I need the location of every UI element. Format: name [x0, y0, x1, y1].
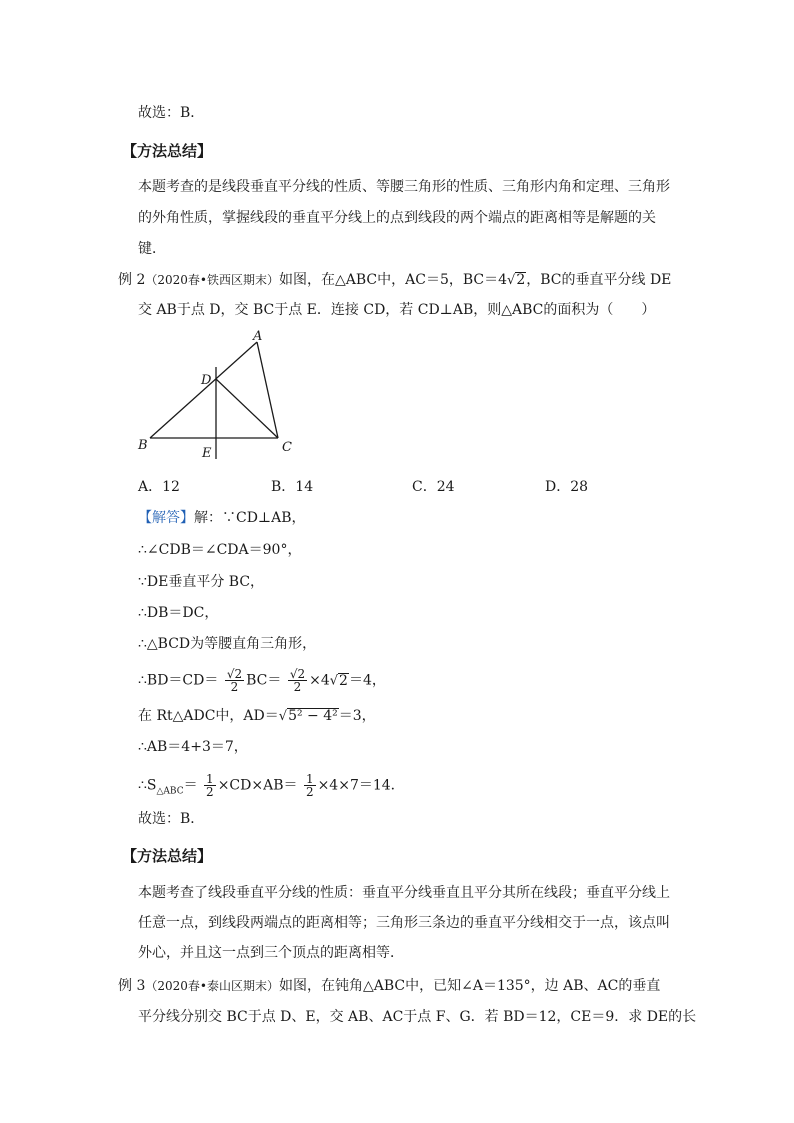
fraction-numerator: 1 [206, 772, 214, 786]
summary-line: 任意一点，到线段两端点的距离相等；三角形三条边的垂直平分线相交于一点，该点叫 [138, 915, 670, 931]
example-label: 例 3 [118, 978, 146, 994]
example-source: （2020春•泰山区期末） [145, 979, 279, 993]
solution-line-6 [138, 706, 376, 727]
fraction-numerator: √2 [289, 667, 306, 681]
solution-tag: 【解答】 [138, 510, 194, 526]
summary-line: 本题考查了线段垂直平分线的性质：垂直平分线垂直且平分其所在线段；垂直平分线上 [138, 885, 670, 901]
solution-line-1: ∴∠CDB＝∠CDA＝90°， [138, 542, 302, 558]
fraction [304, 773, 316, 798]
fraction [288, 668, 307, 693]
segment-DC [216, 379, 278, 438]
solution-line-5 [138, 668, 386, 693]
solution-line-3: ∴DB＝DC， [138, 605, 219, 621]
summary-line: 外心，并且这一点到三个顶点的距离相等． [138, 945, 404, 961]
solution-text: ＝ [183, 777, 198, 794]
triangle-figure [130, 325, 310, 465]
label-A: A [253, 329, 263, 344]
solution-text: ×CD×AB＝ [217, 777, 298, 794]
conclusion-line: 故选：B． [138, 105, 205, 121]
example-2-line-2: 交 AB于点 D，交 BC于点 E．连接 CD，若 CD⊥AB，则△ABC的面积为（ ） [138, 302, 656, 318]
solution-text: BC＝ [246, 672, 282, 689]
example-source: （2020春•铁西区期末） [145, 273, 279, 287]
solution-text: ∴S [138, 777, 157, 794]
example-3-line-2: 平分线分别交 BC于点 D、E，交 AB、AC于点 F、G．若 BD＝12，CE＝9．求 DE的长 [138, 1009, 697, 1025]
fraction-denominator: 2 [206, 785, 214, 799]
example-2-line-1 [118, 270, 671, 291]
label-C: C [282, 440, 292, 455]
sqrt-symbol: √ [278, 709, 288, 724]
solution-text: ＝4， [348, 672, 386, 689]
sqrt-radicand: 2 [339, 672, 348, 689]
solution-text: ×4×7＝14． [317, 777, 405, 794]
solution-line-4: ∴△BCD为等腰直角三角形， [138, 636, 317, 652]
sqrt-radicand: 5² − 4² [288, 708, 338, 724]
example-text: ，BC的垂直平分线 DE [526, 272, 672, 288]
solution-text: ＝3， [338, 708, 376, 724]
solution-text: ×4 [309, 672, 330, 689]
option-c[interactable]: C．24 [412, 479, 455, 495]
option-b[interactable]: B．14 [271, 479, 314, 495]
sqrt-radicand: 2 [516, 272, 526, 288]
fraction [204, 773, 216, 798]
sqrt-symbol: √ [329, 673, 339, 689]
summary-line: 键． [138, 241, 166, 257]
label-B: B [138, 438, 148, 453]
segment-AC [257, 342, 278, 438]
solution-line-0 [138, 508, 306, 528]
label-D: D [201, 373, 212, 388]
example-text: 如图，在△ABC中，AC＝5，BC＝4 [278, 272, 508, 288]
option-d[interactable]: D．28 [545, 479, 589, 495]
solution-text: 在 Rt△ADC中，AD＝ [138, 708, 279, 724]
label-E: E [202, 446, 212, 461]
example-3-line-1 [118, 976, 660, 996]
fraction [225, 668, 244, 693]
solution-line-9: 故选：B． [138, 811, 205, 827]
fraction-denominator: 2 [305, 785, 314, 799]
solution-text: 解：∵CD⊥AB， [194, 510, 306, 526]
area-subscript: △ABC [156, 786, 184, 797]
segment-BA [150, 342, 257, 438]
fraction-denominator: 2 [293, 680, 302, 694]
solution-line-2: ∵DE垂直平分 BC， [138, 574, 265, 590]
fraction-numerator: √2 [226, 667, 243, 681]
fraction-numerator: 1 [305, 772, 314, 786]
summary-line: 的外角性质，掌握线段的垂直平分线上的点到线段的两个端点的距离相等是解题的关 [138, 210, 656, 226]
method-summary-title: 【方法总结】 [122, 142, 213, 160]
solution-text: ∴BD＝CD＝ [138, 672, 219, 689]
fraction-denominator: 2 [230, 680, 239, 694]
sqrt-symbol: √ [507, 273, 516, 288]
example-text: 如图，在钝角△ABC中，已知∠A＝135°，边 AB、AC的垂直 [278, 978, 661, 994]
method-summary-title: 【方法总结】 [122, 847, 213, 865]
option-a[interactable]: A．12 [138, 479, 180, 495]
solution-line-8 [138, 773, 405, 801]
example-label: 例 2 [118, 272, 146, 288]
solution-line-7: ∴AB＝4+3＝7， [138, 739, 248, 755]
summary-line: 本题考查的是线段垂直平分线的性质、等腰三角形的性质、三角形内角和定理、三角形 [138, 179, 670, 195]
